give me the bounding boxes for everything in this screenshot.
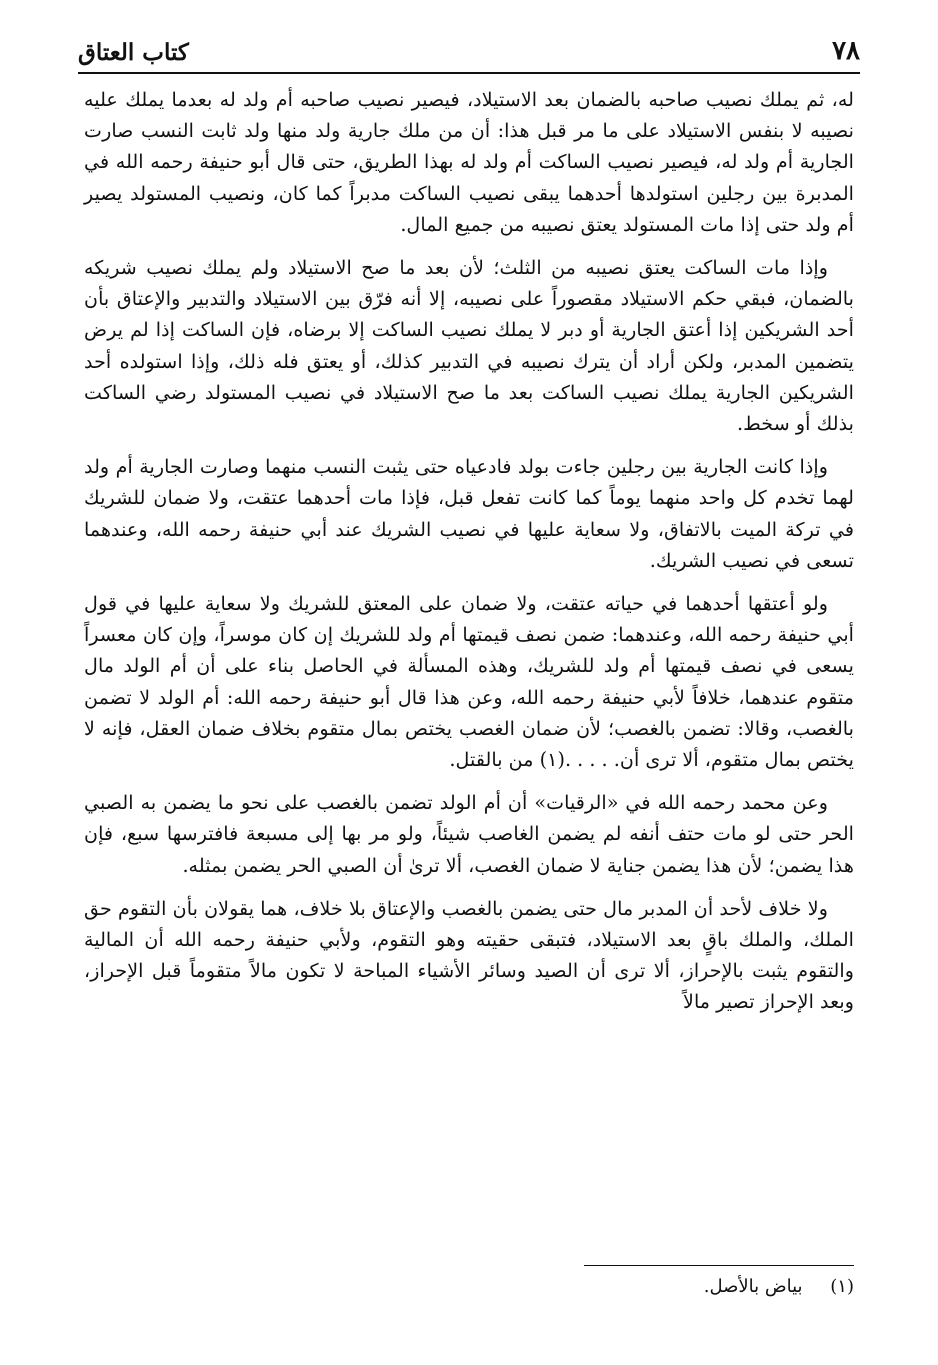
paragraph: وإذا كانت الجارية بين رجلين جاءت بولد فادعياه حتى يثبت النسب منهما وصارت الجارية أم ولد لهما تخدم كل واحد منهما يوماً كما كانت تفعل قبل، فإذا مات أحدهما عتقت، ولا ضمان للشريك في تركة الميت بالاتفاق، ولا سعاية عليها في نصيب الشريك عند أبي حنيفة رحمه الله، وعندهما تسعى في نصيب الشريك. <box>84 455 854 572</box>
page-number: ٧٨ <box>832 36 860 66</box>
page-header <box>78 26 860 74</box>
paragraph: ولو أعتقها أحدهما في حياته عتقت، ولا ضمان على المعتق للشريك ولا سعاية عليها في قول أبي حنيفة رحمه الله، وعندهما: ضمن نصف قيمتها أم ولد للشريك إن كان موسراً، وإن كان معسراً يسعى في نصف قيمتها أم ولد للشريك، وهذه المسألة في الحاصل بناء على أن أم الولد مال متقوم عندهما، خلافاً لأبي حنيفة رحمه الله، وعن هذا قال أبو حنيفة رحمه الله: أم الولد لا تضمن بالغصب، وقالا: تضمن بالغصب؛ لأن ضمان الغصب يختص بمال متقوم بخلاف ضمان العقل، فإنه لا يختص بمال متقوم، ألا ترى أن. . . . .(١) من بالقتل. <box>84 592 854 772</box>
footnote-number: (١) <box>830 1276 854 1297</box>
paragraph: له، ثم يملك نصيب صاحبه بالضمان بعد الاستيلاد، فيصير نصيب صاحبه أم ولد له بعدما يملك عليه نصيبه لا بنفس الاستيلاد على ما مر قبل هذا: أن من ملك جارية ولد منها ولد ثابت النسب صارت الجارية أم ولد له، فيصير نصيب الساكت أم ولد له بهذا الطريق، حتى قال أبو حنيفة رحمه الله في المدبرة بين رجلين استولدها أحدهما يبقى نصيب الساكت مدبراً كما كان، ونصيب المستولد يصير أم ولد حتى إذا مات المستولد يعتق نصيبه من جميع المال. <box>84 88 854 236</box>
main-text <box>84 84 854 1030</box>
footnote-text: بياض بالأصل. <box>703 1276 803 1297</box>
book-title: كتاب العتاق <box>78 39 189 66</box>
paragraph: ولا خلاف لأحد أن المدبر مال حتى يضمن بالغصب والإعتاق بلا خلاف، هما يقولان بأن التقوم حق الملك، والملك باقٍ بعد الاستيلاد، فتبقى حقيته وهو التقوم، ولأبي حنيفة رحمه الله أن المالية والتقوم يثبت بالإحراز، ألا ترى أن الصيد وسائر الأشياء المباحة لا تكون مالاً متقوماً قبل الإحراز، وبعد الإحراز تصير مالاً <box>84 896 855 1014</box>
footnote <box>84 1272 854 1302</box>
paragraph: وعن محمد رحمه الله في «الرقيات» أن أم الولد تضمن بالغصب على نحو ما يضمن به الصبي الحر حتى لو مات حتف أنفه لم يضمن الغاصب شيئاً، ولو مر بها إلى مسبعة فافترسها سبع، فإن هذا يضمن؛ لأن هذا يضمن جناية لا ضمان الغصب، ألا ترىٰ أن الصبي الحر يضمن بمثله. <box>84 791 854 877</box>
footnote-divider <box>584 1265 854 1266</box>
paragraph: وإذا مات الساكت يعتق نصيبه من الثلث؛ لأن بعد ما صح الاستيلاد ولم يملك نصيب شريكه بالضمان، فبقي حكم الاستيلاد مقصوراً على نصيبه، إلا أنه فرّق بين الاستيلاد والتدبير والإعتاق بأن أحد الشريكين إذا أعتق الجارية أو دبر لا يملك نصيب الساكت إلا برضاه، فإن الساكت إذا لم يرض يتضمين المدبر، ولكن أراد أن يترك نصيبه في التدبير كذلك، أو يعتق فله ذلك، وإذا استولده أحد الشريكين الجارية يملك نصيب الساكت بعد ما صح الاستيلاد في نصيب المستولد رضي الساكت بذلك أو سخط. <box>84 256 854 436</box>
